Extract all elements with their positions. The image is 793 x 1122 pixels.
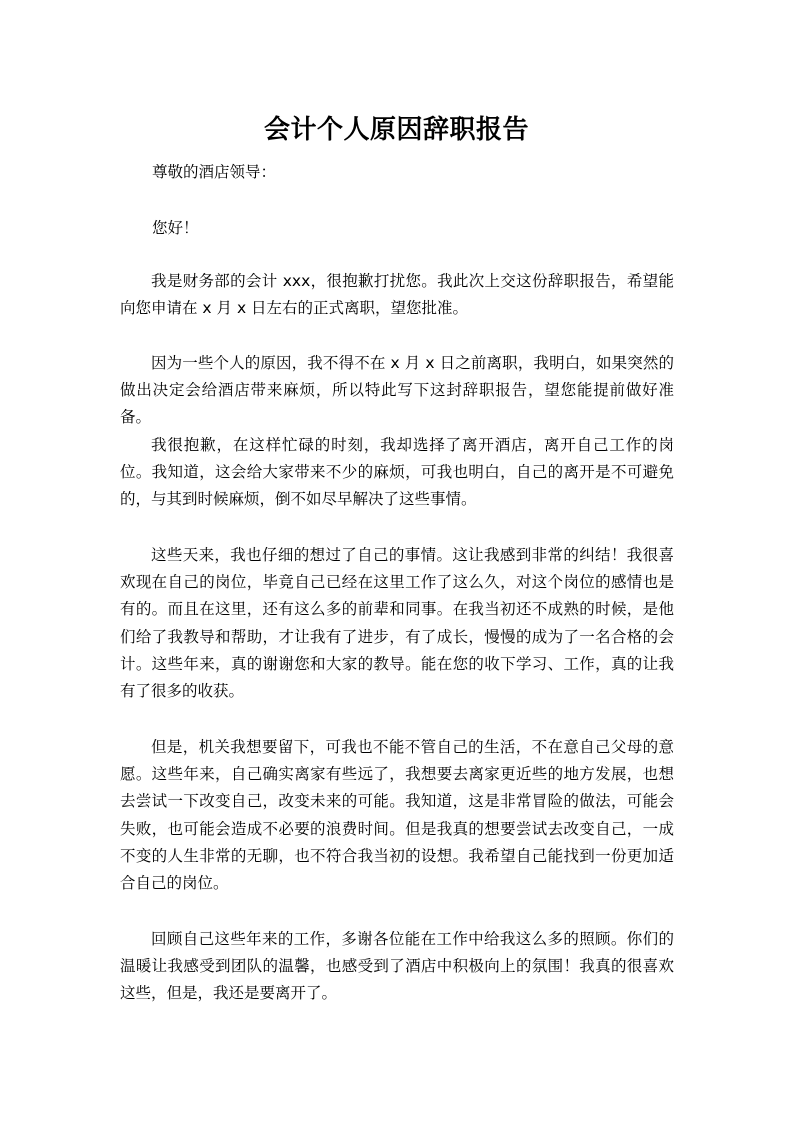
greeting: 您好！ — [152, 219, 199, 237]
paragraph-request: 我是财务部的会计 xxx，很抱歉打扰您。我此次上交这份辞职报告，希望能向您申请在 x 月 x 日左右的正式离职，望您批准。 — [120, 272, 674, 318]
paragraph-gratitude: 回顾自己这些年来的工作，多谢各位能在工作中给我这么多的照顾。你们的温暖让我感受到团队的温馨，也感受到了酒店中积极向上的氛围！我真的很喜欢这些，但是，我还是要离开了。 — [120, 930, 674, 1003]
paragraph-decision: 但是，机关我想要留下，可我也不能不管自己的生活，不在意自己父母的意愿。这些年来，自己确实离家有些远了，我想要去离家更近些的地方发展，也想去尝试一下改变自己，改变未来的可能。我知道，这是非常冒险的做法，可能会失败，也可能会造成不必要的浪费时间。但是我真的想要尝试去改变自己，一成不变的人生非常的无聊，也不符合我当初的设想。我希望自己能找到一份更加适合自己的岗位。 — [120, 738, 674, 893]
paragraph-reason: 因为一些个人的原因，我不得不在 x 月 x 日之前离职，我明白，如果突然的做出决定会给酒店带来麻烦，所以特此写下这封辞职报告，望您能提前做好准备。 — [120, 354, 674, 427]
paragraph-apology: 我很抱歉，在这样忙碌的时刻，我却选择了离开酒店，离开自己工作的岗位。我知道，这会给大家带来不少的麻烦，可我也明白，自己的离开是不可避免的，与其到时候麻烦，倒不如尽早解决了这些事情。 — [120, 436, 674, 509]
salutation: 尊敬的酒店领导： — [152, 163, 277, 181]
document-title: 会计个人原因辞职报告 — [263, 115, 529, 145]
paragraph-reflection: 这些天来，我也仔细的想过了自己的事情。这让我感到非常的纠结！我很喜欢现在自己的岗位，毕竟自己已经在这里工作了这么久，对这个岗位的感情也是有的。而且在这里，还有这么多的前辈和同事。在我当初还不成熟的时候，是他们给了我教导和帮助，才让我有了进步，有了成长，慢慢的成为了一名合格的会计。这些年来，真的谢谢您和大家的教导。能在您的收下学习、工作，真的让我有了很多的收获。 — [120, 546, 674, 701]
